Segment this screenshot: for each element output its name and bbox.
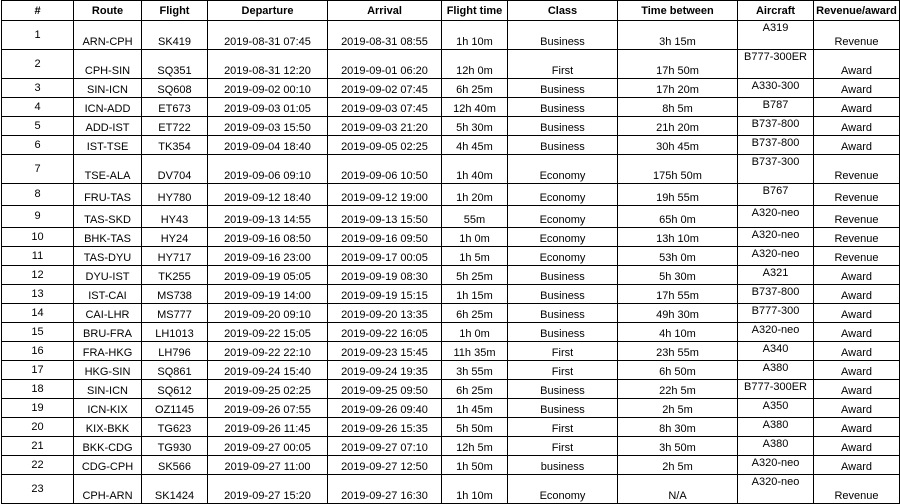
cell-flight: MS738 [142,285,208,304]
cell-class: Business [508,399,618,418]
cell-arrival: 2019-09-24 19:35 [328,361,442,380]
cell-departure: 2019-09-06 09:10 [208,155,328,184]
header-flight-time: Flight time [442,1,508,21]
cell-class: Business [508,304,618,323]
table-row [2,323,900,342]
cell-time-between: 175h 50m [618,155,738,184]
cell-class: Business [508,285,618,304]
cell-route: DYU-IST [74,266,142,285]
cell-num: 1 [2,21,74,50]
header-num: # [2,1,74,21]
cell-num: 22 [2,456,74,475]
cell-num: 5 [2,117,74,136]
cell-flight: TG930 [142,437,208,456]
cell-time-between: 23h 55m [618,342,738,361]
cell-flight: DV704 [142,155,208,184]
cell-flight-time: 6h 25m [442,380,508,399]
cell-route: ADD-IST [74,117,142,136]
header-class: Class [508,1,618,21]
cell-revenue-award: Award [814,304,900,323]
cell-aircraft: B777-300ER [738,380,814,399]
table-row [2,342,900,361]
table-row [2,184,900,206]
table-row [2,98,900,117]
cell-route: FRU-TAS [74,184,142,206]
cell-num: 17 [2,361,74,380]
cell-route: BRU-FRA [74,323,142,342]
cell-arrival: 2019-09-27 16:30 [328,475,442,504]
cell-arrival: 2019-09-16 09:50 [328,228,442,247]
cell-flight-time: 12h 5m [442,437,508,456]
cell-arrival: 2019-09-01 06:20 [328,50,442,79]
cell-revenue-award: Revenue [814,155,900,184]
cell-flight: LH796 [142,342,208,361]
cell-aircraft: A320-neo [738,323,814,342]
cell-time-between: 22h 5m [618,380,738,399]
table-row [2,399,900,418]
cell-arrival: 2019-09-27 07:10 [328,437,442,456]
cell-revenue-award: Award [814,456,900,475]
cell-departure: 2019-08-31 07:45 [208,21,328,50]
cell-time-between: 13h 10m [618,228,738,247]
cell-aircraft: A320-neo [738,456,814,475]
cell-flight-time: 5h 25m [442,266,508,285]
cell-class: Business [508,136,618,155]
cell-flight-time: 1h 0m [442,228,508,247]
cell-aircraft: A340 [738,342,814,361]
cell-arrival: 2019-09-03 21:20 [328,117,442,136]
cell-time-between: 19h 55m [618,184,738,206]
cell-departure: 2019-09-19 14:00 [208,285,328,304]
table-row [2,437,900,456]
cell-time-between: N/A [618,475,738,504]
cell-route: SIN-ICN [74,380,142,399]
cell-route: TSE-ALA [74,155,142,184]
cell-route: KIX-BKK [74,418,142,437]
cell-arrival: 2019-09-20 13:35 [328,304,442,323]
cell-departure: 2019-09-27 15:20 [208,475,328,504]
cell-aircraft: B777-300ER [738,50,814,79]
cell-time-between: 3h 50m [618,437,738,456]
cell-flight-time: 1h 10m [442,21,508,50]
cell-aircraft: B737-800 [738,285,814,304]
cell-departure: 2019-09-25 02:25 [208,380,328,399]
cell-departure: 2019-09-24 15:40 [208,361,328,380]
cell-arrival: 2019-09-17 00:05 [328,247,442,266]
cell-revenue-award: Revenue [814,21,900,50]
cell-flight-time: 12h 40m [442,98,508,117]
cell-departure: 2019-09-22 15:05 [208,323,328,342]
table-row [2,136,900,155]
cell-time-between: 17h 50m [618,50,738,79]
cell-flight: SQ608 [142,79,208,98]
cell-revenue-award: Award [814,380,900,399]
cell-aircraft: A350 [738,399,814,418]
cell-revenue-award: Award [814,266,900,285]
cell-num: 20 [2,418,74,437]
table-row [2,456,900,475]
table-row [2,50,900,79]
cell-class: Business [508,266,618,285]
header-aircraft: Aircraft [738,1,814,21]
cell-route: CAI-LHR [74,304,142,323]
cell-revenue-award: Award [814,399,900,418]
cell-arrival: 2019-09-13 15:50 [328,206,442,228]
cell-route: ARN-CPH [74,21,142,50]
cell-class: Business [508,117,618,136]
table-body [2,21,900,504]
cell-flight-time: 1h 40m [442,155,508,184]
cell-aircraft: B737-800 [738,136,814,155]
cell-time-between: 8h 30m [618,418,738,437]
cell-revenue-award: Award [814,323,900,342]
cell-aircraft: A380 [738,418,814,437]
cell-flight-time: 6h 25m [442,79,508,98]
cell-arrival: 2019-09-06 10:50 [328,155,442,184]
table-row [2,361,900,380]
header-arrival: Arrival [328,1,442,21]
cell-aircraft: B777-300 [738,304,814,323]
cell-revenue-award: Award [814,79,900,98]
cell-flight: HY43 [142,206,208,228]
cell-flight: ET673 [142,98,208,117]
cell-num: 18 [2,380,74,399]
cell-class: First [508,50,618,79]
cell-time-between: 17h 55m [618,285,738,304]
cell-arrival: 2019-09-02 07:45 [328,79,442,98]
cell-flight: HY24 [142,228,208,247]
table-row [2,475,900,504]
cell-route: TAS-SKD [74,206,142,228]
cell-revenue-award: Award [814,50,900,79]
cell-flight-time: 6h 25m [442,304,508,323]
cell-flight-time: 5h 30m [442,117,508,136]
cell-revenue-award: Award [814,342,900,361]
cell-arrival: 2019-09-12 19:00 [328,184,442,206]
cell-aircraft: B787 [738,98,814,117]
cell-departure: 2019-09-13 14:55 [208,206,328,228]
cell-flight: MS777 [142,304,208,323]
cell-class: business [508,456,618,475]
header-flight: Flight [142,1,208,21]
table-row [2,380,900,399]
cell-num: 11 [2,247,74,266]
cell-departure: 2019-09-12 18:40 [208,184,328,206]
table-row [2,247,900,266]
cell-flight: SK566 [142,456,208,475]
cell-num: 16 [2,342,74,361]
cell-time-between: 49h 30m [618,304,738,323]
cell-departure: 2019-09-02 00:10 [208,79,328,98]
cell-time-between: 8h 5m [618,98,738,117]
cell-revenue-award: Revenue [814,228,900,247]
cell-arrival: 2019-09-23 15:45 [328,342,442,361]
cell-time-between: 2h 5m [618,399,738,418]
cell-flight: LH1013 [142,323,208,342]
cell-time-between: 21h 20m [618,117,738,136]
cell-flight: HY717 [142,247,208,266]
cell-route: TAS-DYU [74,247,142,266]
cell-flight-time: 1h 50m [442,456,508,475]
cell-class: Business [508,21,618,50]
cell-revenue-award: Award [814,418,900,437]
cell-departure: 2019-09-03 15:50 [208,117,328,136]
cell-num: 13 [2,285,74,304]
header-route: Route [74,1,142,21]
cell-aircraft: A319 [738,21,814,50]
table-row [2,418,900,437]
cell-flight: ET722 [142,117,208,136]
table-row [2,206,900,228]
cell-aircraft: A320-neo [738,206,814,228]
cell-flight-time: 1h 15m [442,285,508,304]
cell-time-between: 5h 30m [618,266,738,285]
cell-revenue-award: Revenue [814,206,900,228]
cell-flight: SQ612 [142,380,208,399]
cell-revenue-award: Award [814,136,900,155]
cell-aircraft: A321 [738,266,814,285]
cell-time-between: 4h 10m [618,323,738,342]
cell-departure: 2019-09-19 05:05 [208,266,328,285]
cell-flight-time: 1h 45m [442,399,508,418]
cell-class: Economy [508,228,618,247]
cell-arrival: 2019-09-26 15:35 [328,418,442,437]
cell-revenue-award: Award [814,98,900,117]
cell-class: Economy [508,475,618,504]
cell-revenue-award: Award [814,361,900,380]
cell-class: Business [508,79,618,98]
cell-route: SIN-ICN [74,79,142,98]
cell-flight: HY780 [142,184,208,206]
cell-arrival: 2019-09-27 12:50 [328,456,442,475]
cell-aircraft: A380 [738,361,814,380]
cell-aircraft: A330-300 [738,79,814,98]
cell-class: First [508,361,618,380]
cell-time-between: 65h 0m [618,206,738,228]
cell-aircraft: B737-800 [738,117,814,136]
cell-time-between: 30h 45m [618,136,738,155]
cell-flight: TK255 [142,266,208,285]
cell-class: Economy [508,206,618,228]
cell-flight-time: 4h 45m [442,136,508,155]
cell-revenue-award: Revenue [814,247,900,266]
cell-flight-time: 1h 20m [442,184,508,206]
cell-revenue-award: Award [814,437,900,456]
header-time-between: Time between [618,1,738,21]
cell-revenue-award: Revenue [814,184,900,206]
cell-departure: 2019-09-03 01:05 [208,98,328,117]
table-row [2,117,900,136]
table-row [2,266,900,285]
header-revenue-award: Revenue/award [814,1,900,21]
table-row [2,285,900,304]
cell-route: IST-CAI [74,285,142,304]
cell-departure: 2019-09-16 08:50 [208,228,328,247]
cell-class: Economy [508,155,618,184]
cell-departure: 2019-09-26 11:45 [208,418,328,437]
table-row [2,155,900,184]
cell-num: 7 [2,155,74,184]
cell-flight-time: 55m [442,206,508,228]
cell-time-between: 2h 5m [618,456,738,475]
cell-route: IST-TSE [74,136,142,155]
cell-aircraft: A320-neo [738,247,814,266]
cell-class: First [508,418,618,437]
cell-departure: 2019-09-27 11:00 [208,456,328,475]
cell-route: BKK-CDG [74,437,142,456]
table-row [2,304,900,323]
cell-arrival: 2019-09-03 07:45 [328,98,442,117]
cell-arrival: 2019-09-05 02:25 [328,136,442,155]
cell-route: BHK-TAS [74,228,142,247]
cell-class: Business [508,98,618,117]
cell-aircraft: A320-neo [738,228,814,247]
cell-route: CPH-SIN [74,50,142,79]
cell-departure: 2019-09-16 23:00 [208,247,328,266]
cell-num: 3 [2,79,74,98]
cell-num: 6 [2,136,74,155]
cell-aircraft: B737-300 [738,155,814,184]
table-row [2,79,900,98]
cell-flight: SK419 [142,21,208,50]
cell-class: Business [508,323,618,342]
cell-num: 9 [2,206,74,228]
cell-aircraft: A320-neo [738,475,814,504]
cell-route: ICN-ADD [74,98,142,117]
cell-route: ICN-KIX [74,399,142,418]
cell-class: First [508,342,618,361]
cell-departure: 2019-09-04 18:40 [208,136,328,155]
flight-table [1,0,900,504]
cell-flight-time: 1h 10m [442,475,508,504]
cell-arrival: 2019-09-25 09:50 [328,380,442,399]
cell-flight: SQ351 [142,50,208,79]
cell-num: 12 [2,266,74,285]
cell-class: First [508,437,618,456]
cell-revenue-award: Award [814,117,900,136]
cell-flight-time: 3h 55m [442,361,508,380]
cell-flight-time: 1h 0m [442,323,508,342]
header-row [2,1,900,21]
cell-class: Economy [508,184,618,206]
cell-departure: 2019-09-20 09:10 [208,304,328,323]
cell-revenue-award: Award [814,285,900,304]
cell-revenue-award: Revenue [814,475,900,504]
cell-time-between: 17h 20m [618,79,738,98]
cell-time-between: 6h 50m [618,361,738,380]
cell-arrival: 2019-09-22 16:05 [328,323,442,342]
cell-arrival: 2019-09-19 15:15 [328,285,442,304]
table-row [2,228,900,247]
cell-num: 10 [2,228,74,247]
cell-num: 15 [2,323,74,342]
cell-flight: TG623 [142,418,208,437]
cell-num: 2 [2,50,74,79]
cell-flight-time: 12h 0m [442,50,508,79]
cell-flight: SK1424 [142,475,208,504]
cell-arrival: 2019-09-26 09:40 [328,399,442,418]
cell-aircraft: A380 [738,437,814,456]
cell-route: FRA-HKG [74,342,142,361]
cell-num: 23 [2,475,74,504]
cell-flight: TK354 [142,136,208,155]
table-row [2,21,900,50]
cell-departure: 2019-09-27 00:05 [208,437,328,456]
cell-route: CDG-CPH [74,456,142,475]
cell-departure: 2019-08-31 12:20 [208,50,328,79]
cell-num: 4 [2,98,74,117]
cell-departure: 2019-09-26 07:55 [208,399,328,418]
cell-departure: 2019-09-22 22:10 [208,342,328,361]
cell-route: CPH-ARN [74,475,142,504]
cell-time-between: 3h 15m [618,21,738,50]
cell-flight: SQ861 [142,361,208,380]
cell-class: Economy [508,247,618,266]
cell-flight-time: 11h 35m [442,342,508,361]
cell-time-between: 53h 0m [618,247,738,266]
cell-num: 19 [2,399,74,418]
cell-num: 14 [2,304,74,323]
cell-aircraft: B767 [738,184,814,206]
cell-arrival: 2019-09-19 08:30 [328,266,442,285]
cell-class: Business [508,380,618,399]
cell-flight-time: 1h 5m [442,247,508,266]
header-departure: Departure [208,1,328,21]
cell-num: 21 [2,437,74,456]
cell-flight: OZ1145 [142,399,208,418]
cell-route: HKG-SIN [74,361,142,380]
cell-flight-time: 5h 50m [442,418,508,437]
cell-num: 8 [2,184,74,206]
cell-arrival: 2019-08-31 08:55 [328,21,442,50]
